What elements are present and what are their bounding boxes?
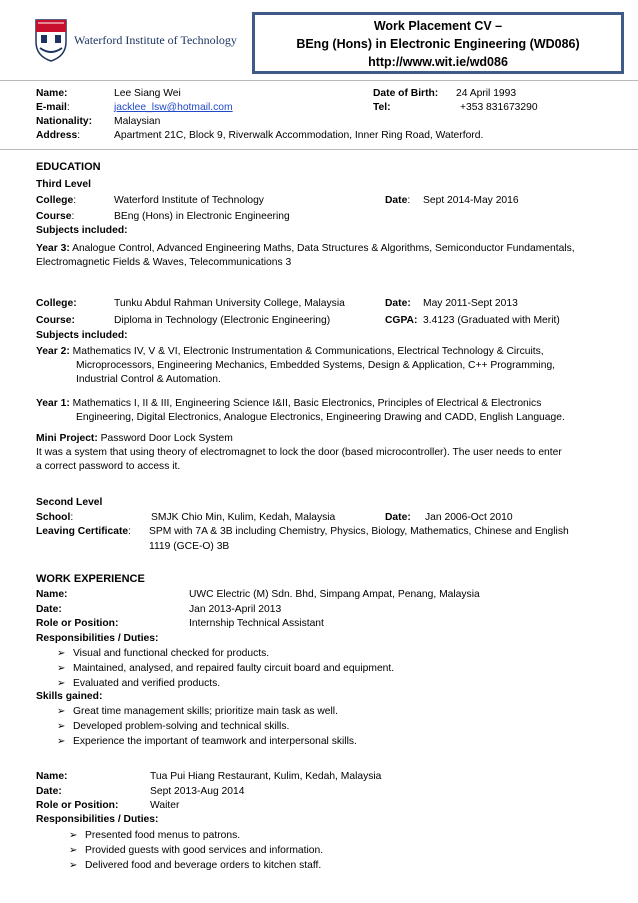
cgpa-value: 3.4123 (Graduated with Merit)	[423, 315, 560, 326]
personal-name-row	[36, 87, 616, 101]
year1-label: Year 1:	[36, 398, 70, 409]
college2-row	[36, 297, 616, 311]
course1-row: Course: BEng (Hons) in Electronic Engineering	[36, 211, 290, 222]
institute-name: Waterford Institute of Technology	[74, 33, 237, 47]
arrow-bullet-icon: ➢	[57, 678, 66, 689]
job1-role-label: Role or Position:	[36, 618, 119, 629]
email-label: E-mail	[36, 102, 67, 113]
college2-date: May 2011-Sept 2013	[423, 298, 518, 309]
arrow-bullet-icon: ➢	[69, 845, 78, 856]
year2-line-2: Microprocessors, Engineering Mechanics, Embedded Systems, Design & Application, C++ Programming,	[76, 360, 556, 371]
job2-role-row	[36, 799, 616, 813]
nationality-label: Nationality:	[36, 116, 93, 127]
course1-label: Course	[36, 211, 72, 222]
year3-text-cont: Electromagnetic Fields & Waves, Telecommunications 3	[36, 257, 292, 268]
leaving-cert-line-2: 1119 (GCE-O) 3B	[149, 541, 230, 552]
year2-line-3: Industrial Control & Automation.	[76, 374, 221, 385]
job2-name-label: Name:	[36, 771, 68, 782]
arrow-bullet-icon: ➢	[57, 648, 66, 659]
course1-value: BEng (Hons) in Electronic Engineering	[114, 211, 290, 222]
leaving-cert-row-2	[36, 540, 616, 554]
tel-label: Tel:	[373, 102, 391, 113]
job2-role-label: Role or Position:	[36, 800, 119, 811]
job2-date-label: Date:	[36, 786, 62, 797]
email-link[interactable]: jacklee_lsw@hotmail.com	[114, 102, 233, 113]
tel-value: +353 831673290	[460, 102, 538, 113]
job2-duties-label: Responsibilities / Duties:	[36, 814, 159, 825]
arrow-bullet-icon: ➢	[57, 721, 66, 732]
job2-name-row	[36, 770, 616, 784]
subjects2-label: Subjects included:	[36, 330, 128, 341]
address-value: Apartment 21C, Block 9, Riverwalk Accommodation, Inner Ring Road, Waterford.	[114, 130, 484, 141]
arrow-bullet-icon: ➢	[57, 706, 66, 717]
project-desc-2: a correct password to access it.	[36, 461, 181, 472]
school-date-label: Date:	[385, 512, 411, 523]
course2-value: Diploma in Technology (Electronic Engineering)	[114, 315, 331, 326]
year1-line-2: Engineering, Digital Electronics, Analogue Electronics, Engineering Drawing and CADD, English Language.	[76, 412, 565, 423]
job1-duties-label: Responsibilities / Duties:	[36, 633, 159, 644]
year3-text: Analogue Control, Advanced Engineering Maths, Data Structures & Algorithms, Semiconductor Fundamentals,	[72, 243, 575, 254]
arrow-bullet-icon: ➢	[57, 736, 66, 747]
college1-value: Waterford Institute of Technology	[114, 195, 264, 206]
cgpa-label: CGPA:	[385, 315, 418, 326]
name-label: Name:	[36, 88, 68, 99]
year3-label: Year 3:	[36, 243, 70, 254]
college1-date: Sept 2014-May 2016	[423, 195, 519, 206]
year2-subjects	[36, 345, 614, 387]
year1-subjects	[36, 397, 614, 425]
arrow-bullet-icon: ➢	[57, 663, 66, 674]
college2-value: Tunku Abdul Rahman University College, Malaysia	[114, 298, 345, 309]
job1-name: UWC Electric (M) Sdn. Bhd, Simpang Ampat, Penang, Malaysia	[189, 589, 480, 600]
school-label: School	[36, 512, 71, 523]
college1-label: College	[36, 195, 74, 206]
wit-crest-icon	[34, 18, 68, 62]
second-level-heading: Second Level	[36, 497, 103, 508]
college2-date-label: Date:	[385, 298, 411, 309]
personal-email-row: E-mail: jacklee_lsw@hotmail.com Tel: +353 831673290	[36, 102, 538, 113]
dob-label: Date of Birth:	[373, 88, 439, 99]
job1-name-row	[36, 588, 616, 602]
school-date: Jan 2006-Oct 2010	[425, 512, 513, 523]
arrow-bullet-icon: ➢	[69, 830, 78, 841]
job2-name: Tua Pui Hiang Restaurant, Kulim, Kedah, Malaysia	[150, 771, 382, 782]
project-desc-1: It was a system that using theory of electromagnet to lock the door (based microcontroller). The user needs to enter	[36, 447, 562, 458]
cv-programme-url[interactable]: http://www.wit.ie/wd086	[368, 55, 508, 69]
leaving-cert-line-1: SPM with 7A & 3B including Chemistry, Physics, Biology, Mathematics, Chinese and English	[149, 526, 569, 537]
arrow-bullet-icon: ➢	[69, 860, 78, 871]
cv-title-line-2: BEng (Hons) in Electronic Engineering (WD086)	[296, 37, 580, 51]
project-name: Password Door Lock System	[100, 433, 233, 444]
work-heading: WORK EXPERIENCE	[36, 573, 145, 585]
college2-label: College:	[36, 298, 77, 309]
college1-row: College: Waterford Institute of Technology Date: Sept 2014-May 2016	[36, 195, 519, 206]
school-value: SMJK Chio Min, Kulim, Kedah, Malaysia	[151, 512, 336, 523]
job1-role-row	[36, 617, 616, 631]
college1-date-label: Date	[385, 195, 408, 206]
job2-role: Waiter	[150, 800, 180, 811]
personal-divider	[0, 149, 638, 150]
job1-date-row	[36, 603, 616, 617]
dob-value: 24 April 1993	[456, 88, 517, 99]
course2-row	[36, 314, 616, 328]
address-label: Address	[36, 130, 78, 141]
subjects1-label: Subjects included:	[36, 225, 128, 236]
wit-logo	[34, 18, 237, 64]
job1-date-label: Date:	[36, 604, 62, 615]
year2-line-1: Mathematics IV, V & VI, Electronic Instrumentation & Communications, Electrical Technology & Circuits,	[72, 346, 544, 357]
personal-address-row: Address: Apartment 21C, Block 9, Riverwalk Accommodation, Inner Ring Road, Waterford.	[36, 130, 484, 141]
job1-name-label: Name:	[36, 589, 68, 600]
leaving-cert-row: Leaving Certificate: SPM with 7A & 3B including Chemistry, Physics, Biology, Mathematics, Chinese and English	[36, 526, 569, 537]
course2-label: Course:	[36, 315, 75, 326]
cv-title-box	[252, 12, 624, 74]
leaving-cert-label: Leaving Certificate	[36, 526, 129, 537]
job2-date: Sept 2013-Aug 2014	[150, 786, 245, 797]
mini-project	[36, 432, 614, 474]
cv-title-line-1: Work Placement CV –	[373, 19, 503, 33]
job1-date: Jan 2013-April 2013	[189, 604, 282, 615]
third-level-heading: Third Level	[36, 179, 91, 190]
name-value: Lee Siang Wei	[114, 88, 181, 99]
school-row: School: SMJK Chio Min, Kulim, Kedah, Malaysia Date: Jan 2006-Oct 2010	[36, 512, 513, 523]
header-divider	[0, 80, 638, 81]
education-heading: EDUCATION	[36, 161, 101, 173]
project-label: Mini Project:	[36, 433, 98, 444]
nationality-value: Malaysian	[114, 116, 161, 127]
job1-role: Internship Technical Assistant	[189, 618, 324, 629]
year2-label: Year 2:	[36, 346, 70, 357]
year3-subjects	[36, 242, 614, 270]
job2-date-row	[36, 785, 616, 799]
personal-nationality-row	[36, 115, 616, 129]
job1-skills-label: Skills gained:	[36, 691, 103, 702]
year1-line-1: Mathematics I, II & III, Engineering Science I&II, Basic Electronics, Principles of Electrical & Electronics	[72, 398, 542, 409]
